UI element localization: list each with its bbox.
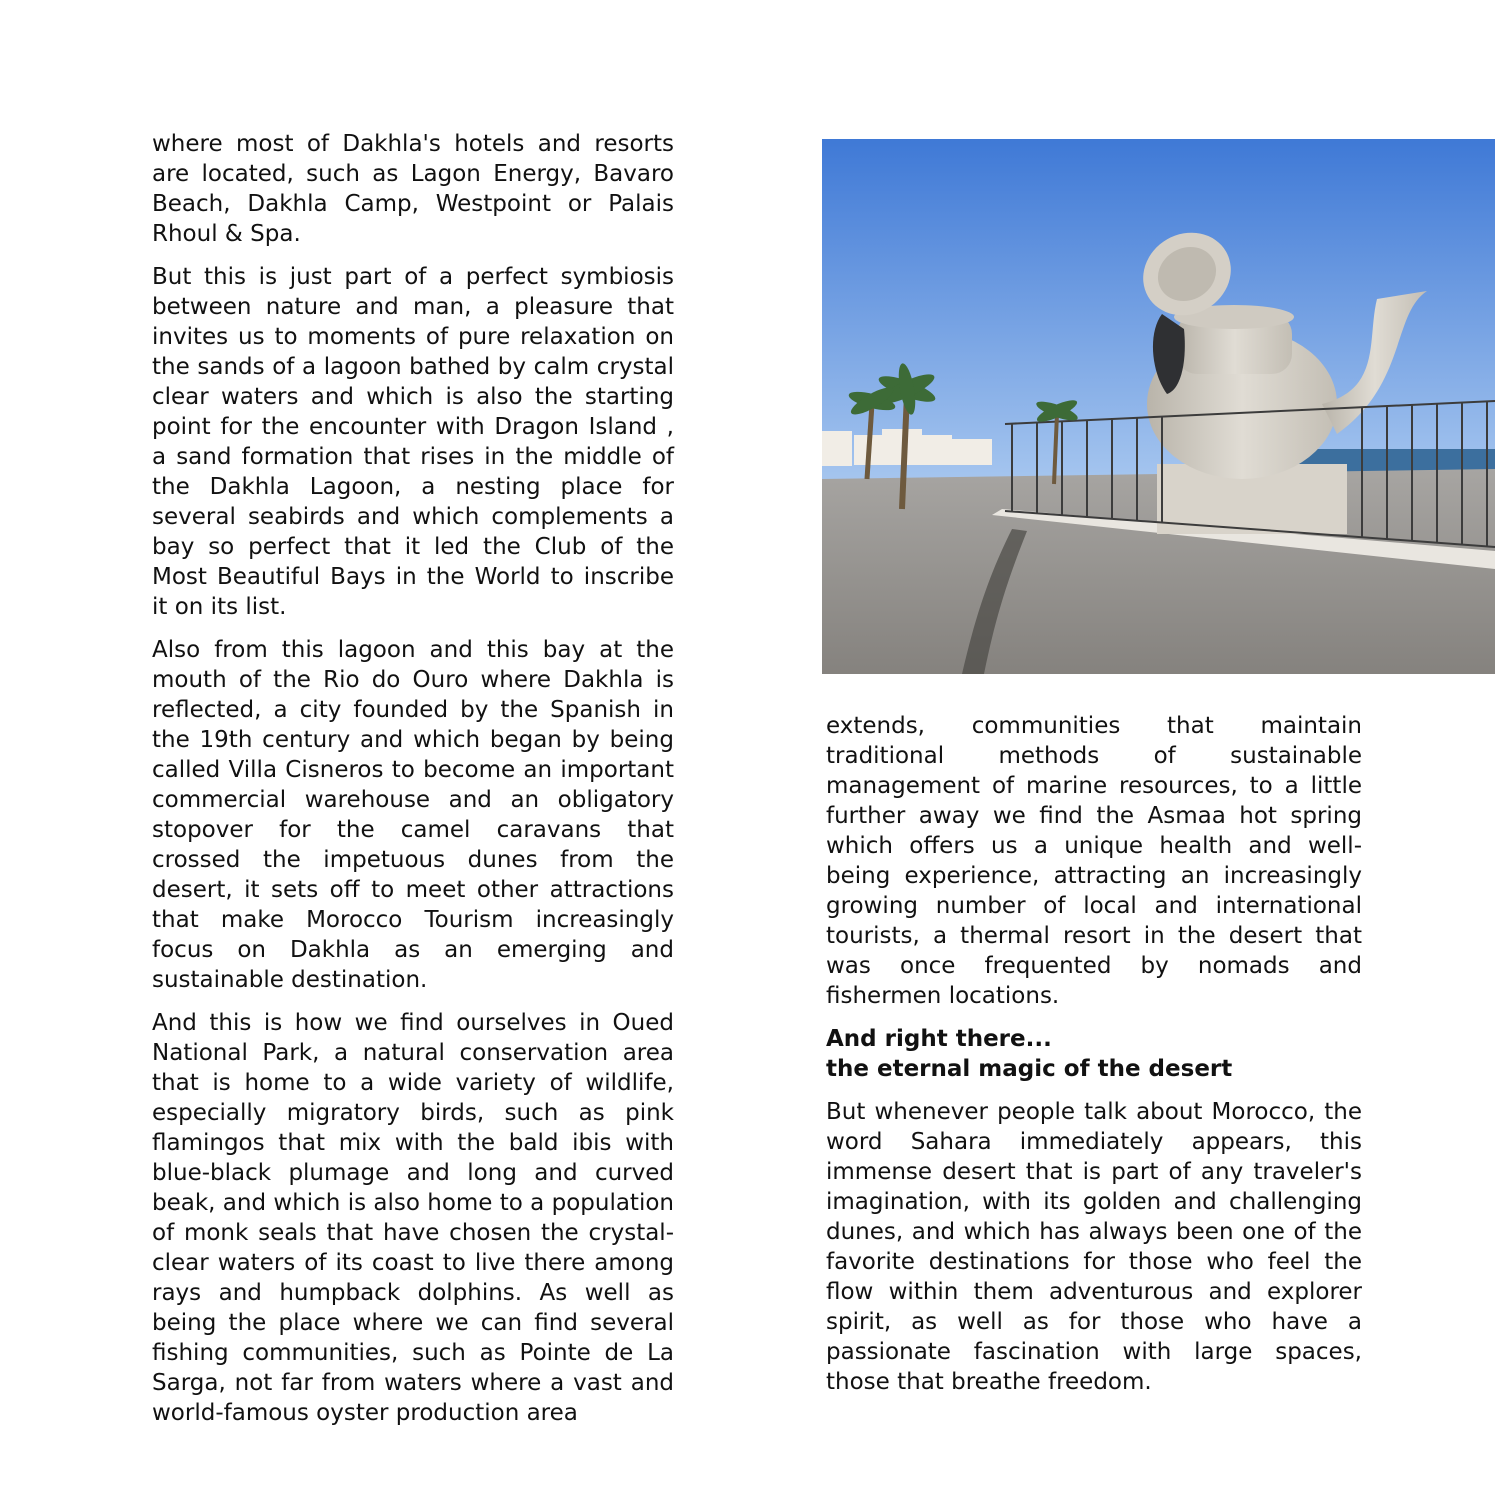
- paragraph-rio-do-ouro: Also from this lagoon and this bay at the mouth of the Rio do Ouro where Dakhla is reflected, a city founded by the Spanish in the 19th century and which began by being called Villa Cisneros to become an important commercial warehouse and an obligatory stopover for the camel caravans that crossed the impetuous dunes from the desert, it sets off to meet other attractions that make Morocco Tourism increasingly focus on Dakhla as an emerging and sustainable destination.: [152, 637, 674, 993]
- teapot-monument-photo: [822, 139, 1495, 674]
- paragraph-hot-spring: extends, communities that maintain traditional methods of sustainable management of marine resources, to a little further away we find the Asmaa hot spring which offers us a unique health and well-being experience, attracting an increasingly growing number of local and international tourists, a thermal resort in the desert that was once frequented by nomads and fishermen locations.: [826, 713, 1362, 1009]
- left-text-column: [152, 129, 674, 1441]
- section-heading: [826, 1024, 1362, 1084]
- paragraph-hotels: where most of Dakhla's hotels and resorts are located, such as Lagon Energy, Bavaro Beach, Dakhla Camp, Westpoint or Palais Rhoul & Spa.: [152, 131, 674, 247]
- paragraph-symbiosis: But this is just part of a perfect symbiosis between nature and man, a pleasure that invites us to moments of pure relaxation on the sands of a lagoon bathed by calm crystal clear waters and which is also the starting point for the encounter with Dragon Island , a sand formation that rises in the middle of the Dakhla Lagoon, a nesting place for several seabirds and which complements a bay so perfect that it led the Club of the Most Beautiful Bays in the World to inscribe it on its list.: [152, 264, 674, 620]
- paragraph-national-park: And this is how we find ourselves in Oued National Park, a natural conservation area that is home to a wide variety of wildlife, especially migratory birds, such as pink flamingos that mix with the bald ibis with blue-black plumage and long and curved beak, and which is also home to a population of monk seals that have chosen the crystal-clear waters of its coast to live there among rays and humpback dolphins. As well as being the place where we can find several fishing communities, such as Pointe de La Sarga, not far from waters where a vast and world-famous oyster production area: [152, 1010, 674, 1426]
- photo-illustration: [822, 139, 1495, 674]
- heading-line-1: And right there...: [826, 1026, 1052, 1052]
- right-text-column: [826, 711, 1362, 1410]
- heading-line-2: the eternal magic of the desert: [826, 1056, 1233, 1082]
- paragraph-sahara: But whenever people talk about Morocco, the word Sahara immediately appears, this immense desert that is part of any traveler's imagination, with its golden and challenging dunes, and which has always been one of the favorite destinations for those who feel the flow within them adventurous and explorer spirit, as well as for those who have a passionate fascination with large spaces, those that breathe freedom.: [826, 1099, 1362, 1395]
